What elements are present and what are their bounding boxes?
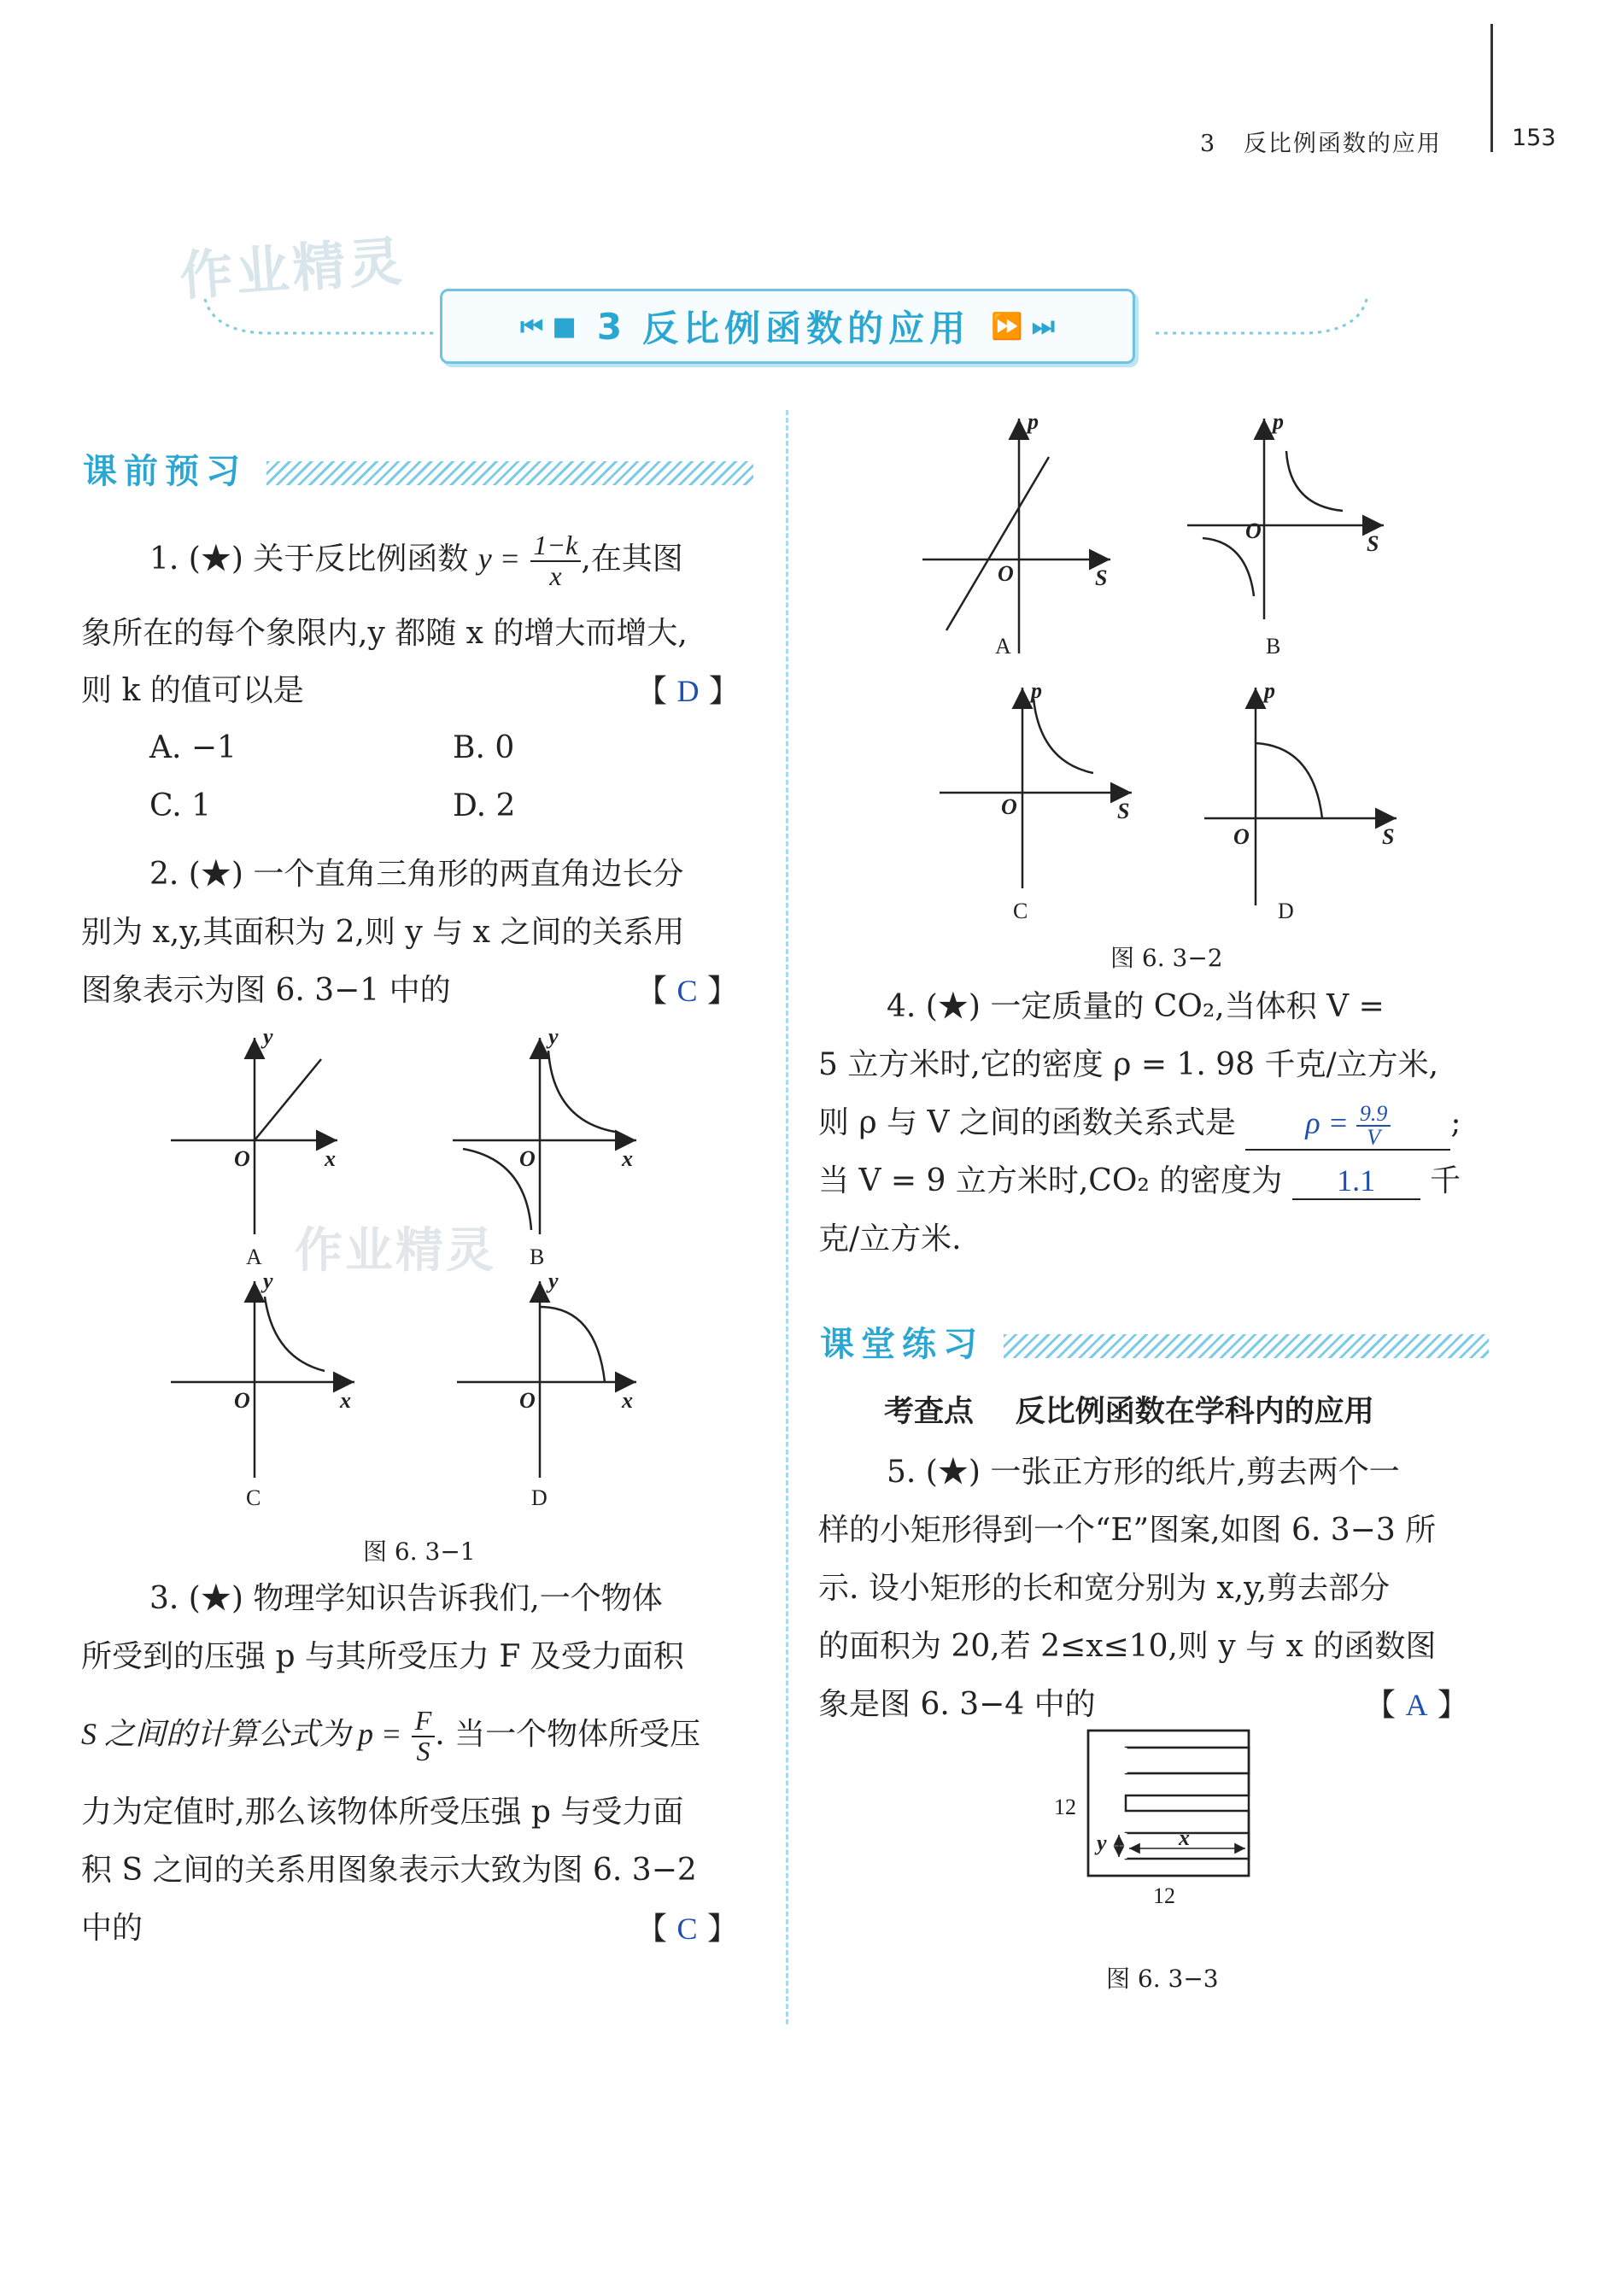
fig1-d-y-label: y [548, 1268, 559, 1293]
fig2-a-origin: O [998, 561, 1014, 586]
q2-answer: C [676, 974, 698, 1008]
q2-answer-bracket: 【 C 】 [636, 974, 738, 1009]
fig1-c-origin: O [234, 1388, 250, 1413]
q1-option-a: A. −1 [149, 730, 237, 765]
q5-line5: 象是图 6. 3−4 中的 [818, 1687, 1096, 1722]
question-4 [818, 978, 1493, 1286]
fig1-graph-c [171, 1268, 354, 1510]
q5-answer: A [1405, 1688, 1428, 1722]
q4-line3-pre: 则 ρ 与 V 之间的函数关系式是 [818, 1105, 1236, 1140]
fig1-b-y-label: y [548, 1025, 559, 1049]
watermark-banner: 作业精灵 [178, 229, 407, 308]
q1-answer-bracket: 【 D 】 [636, 674, 740, 709]
forward-icon: ⏩ ⏭ [991, 311, 1055, 342]
q3-answer-bracket: 【 C 】 [636, 1912, 738, 1947]
q4-answer-2: 1.1 [1292, 1163, 1420, 1200]
chapter-banner [440, 289, 1135, 364]
fig2-label-d: D [1278, 899, 1294, 922]
q5-answer-bracket: 【 A 】 [1365, 1688, 1468, 1723]
figure-6-3-2 [905, 410, 1418, 922]
q3-fraction: $\frac{F}{S}$ [412, 1707, 436, 1766]
running-header [1200, 125, 1442, 158]
fig1-a-origin: O [234, 1146, 250, 1171]
fig2-d-y-label: p [1264, 678, 1275, 703]
page-number: 153 [1512, 125, 1556, 151]
fig1-d-x-label: x [622, 1388, 633, 1413]
q1-option-d: D. 2 [453, 788, 516, 823]
q3-line3-pre: S 之间的计算公式为 p = [81, 1717, 402, 1751]
q5-line1: 5. (★) 一张正方形的纸片,剪去两个一 [887, 1455, 1400, 1490]
q4-answer-1: ρ = $\frac{9.9}{V}$ [1245, 1103, 1450, 1151]
q5-line4: 的面积为 20,若 2≤x≤10,则 y 与 x 的函数图 [818, 1629, 1437, 1664]
question-3 [81, 1570, 756, 1954]
question-2 [81, 846, 756, 1034]
fig1-a-y-label: y [263, 1025, 273, 1049]
q1-line3: 则 k 的值可以是 [81, 673, 304, 708]
fig2-graph-b [1187, 410, 1384, 659]
fig2-label-c: C [1013, 899, 1028, 922]
fig3-x-label: x [1179, 1825, 1190, 1850]
q3-line4: 力为定值时,那么该物体所受压强 p 与受力面 [81, 1795, 684, 1830]
fig2-b-y-label: p [1273, 410, 1284, 434]
fig2-c-x-label: S [1117, 799, 1130, 823]
fig2-b-x-label: S [1367, 531, 1379, 556]
fig1-label-a: A [246, 1245, 262, 1269]
fig1-label-d: D [531, 1485, 547, 1510]
fig1-b-origin: O [519, 1146, 536, 1171]
banner-title: 反比例函数的应用 [642, 308, 971, 349]
figure-6-3-1-caption: 图 6. 3−1 [363, 1538, 476, 1566]
fig2-a-x-label: S [1095, 565, 1108, 590]
question-1 [81, 530, 756, 871]
question-5 [818, 1444, 1493, 1751]
watermark-figure: 作业精灵 [295, 1223, 496, 1279]
fig3-side-bottom: 12 [1153, 1883, 1175, 1908]
q3-line3-post: . 当一个物体所受压 [435, 1717, 701, 1752]
q1-answer: D [676, 674, 700, 708]
fig2-d-x-label: S [1382, 824, 1395, 849]
fig2-b-origin: O [1245, 518, 1262, 543]
fig2-label-a: A [995, 634, 1011, 659]
section-preview-title: 课前预习 [83, 452, 247, 491]
fig1-d-origin: O [519, 1388, 536, 1413]
q1-option-c: C. 1 [149, 788, 212, 823]
chapter-title: 反比例函数的应用 [1243, 131, 1442, 157]
q4-line4-post: 千 [1430, 1163, 1461, 1198]
q3-line6: 中的 [81, 1911, 143, 1946]
figure-6-3-3 [1042, 1725, 1298, 1930]
q1-line2: 象所在的每个象限内,y 都随 x 的增大而增大, [81, 616, 688, 651]
fig3-y-label: y [1097, 1830, 1107, 1855]
fig2-d-origin: O [1233, 824, 1250, 849]
header-rule [1490, 24, 1493, 152]
fig3-side-left: 12 [1054, 1795, 1076, 1819]
figure-6-3-3-caption: 图 6. 3−3 [1106, 1965, 1219, 1993]
figure-6-3-2-caption: 图 6. 3−2 [1110, 944, 1223, 972]
fig1-a-x-label: x [325, 1146, 336, 1171]
fig1-c-x-label: x [340, 1388, 351, 1413]
q3-answer: C [676, 1912, 698, 1946]
q3-line1: 3. (★) 物理学知识告诉我们,一个物体 [149, 1581, 663, 1616]
rewind-icon: ⏮ ■ [520, 311, 577, 342]
fig1-b-x-label: x [622, 1146, 633, 1171]
fig2-label-b: B [1266, 634, 1281, 659]
fig2-a-y-label: p [1028, 410, 1039, 434]
q1-y-eq: y = [477, 542, 521, 576]
section-practice-hatch [1004, 1334, 1489, 1358]
q4-line1: 4. (★) 一定质量的 CO₂,当体积 V = [887, 989, 1385, 1024]
q4-line3-post: ; [1450, 1105, 1461, 1140]
q4-line4-pre: 当 V = 9 立方米时,CO₂ 的密度为 [818, 1163, 1283, 1198]
q3-line5: 积 S 之间的关系用图象表示大致为图 6. 3−2 [81, 1853, 697, 1888]
fig2-c-y-label: p [1031, 678, 1042, 703]
fig2-graph-d [1204, 678, 1397, 922]
topic-heading: 考查点 反比例函数在学科内的应用 [884, 1395, 1374, 1429]
fig1-graph-d [457, 1268, 636, 1510]
banner-number: 3 [596, 305, 623, 348]
column-divider [786, 410, 788, 2024]
fig2-graph-c [940, 678, 1132, 922]
fig1-label-c: C [246, 1485, 261, 1510]
fig1-label-b: B [530, 1245, 545, 1269]
q4-line2: 5 立方米时,它的密度 ρ = 1. 98 千克/立方米, [818, 1047, 1439, 1082]
q5-line3: 示. 设小矩形的长和宽分别为 x,y,剪去部分 [818, 1571, 1391, 1606]
q1-option-b: B. 0 [453, 730, 515, 765]
q1-text-pre: 1. (★) 关于反比例函数 [149, 542, 478, 577]
fig1-c-y-label: y [263, 1268, 273, 1293]
q3-line2: 所受到的压强 p 与其所受压力 F 及受力面积 [81, 1639, 684, 1674]
q2-line3: 图象表示为图 6. 3−1 中的 [81, 973, 451, 1008]
q5-line2: 样的小矩形得到一个“E”图案,如图 6. 3−3 所 [818, 1513, 1437, 1548]
q4-line5: 克/立方米. [818, 1221, 962, 1256]
q1-fraction: $\frac{1-k}{x}$ [530, 531, 582, 590]
q2-line1: 2. (★) 一个直角三角形的两直角边长分 [149, 857, 684, 892]
section-preview-hatch [266, 461, 753, 485]
section-practice-title: 课堂练习 [820, 1325, 984, 1364]
fig2-c-origin: O [1001, 794, 1017, 819]
q2-line2: 别为 x,y,其面积为 2,则 y 与 x 之间的关系用 [81, 915, 685, 950]
q1-text-post: ,在其图 [581, 542, 683, 577]
chapter-number: 3 [1200, 131, 1217, 157]
fig2-graph-a [922, 410, 1110, 659]
